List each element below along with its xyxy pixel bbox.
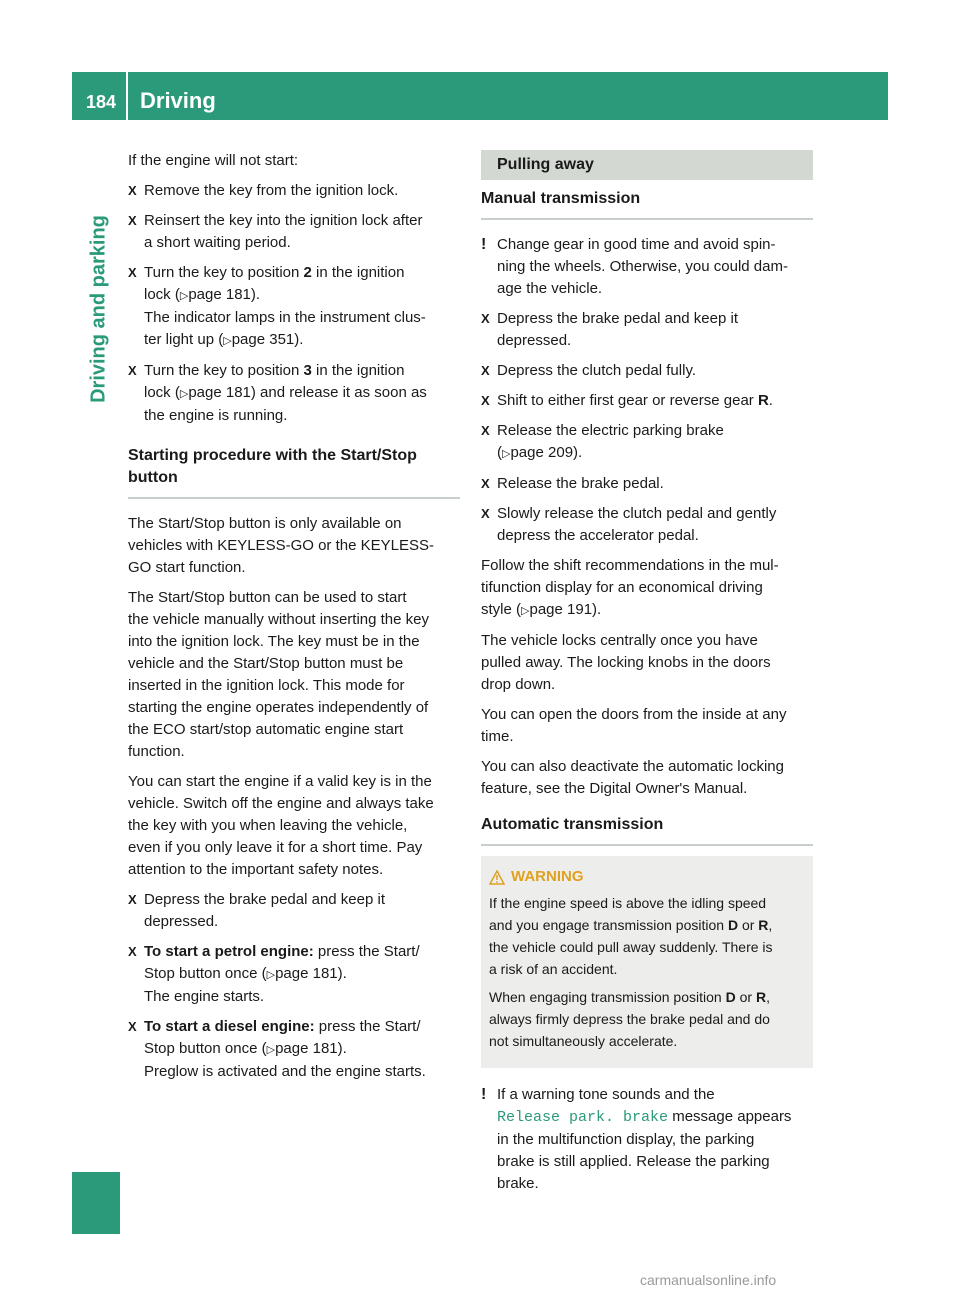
intro-text: If the engine will not start:: [128, 152, 299, 169]
step-depress-clutch: [481, 360, 813, 382]
step-text: Turn the key to position: [144, 264, 304, 281]
step-marker-icon: X: [128, 1019, 137, 1034]
step-text: depressed.: [497, 332, 572, 349]
para-line: the ECO start/stop automatic engine start: [128, 721, 404, 738]
para-line: You can also deactivate the automatic locking: [481, 758, 784, 775]
notice-text: brake is still applied. Release the parking: [497, 1153, 770, 1170]
step-marker-icon: X: [481, 393, 490, 408]
warning-text: a risk of an accident.: [489, 961, 618, 977]
step-text: (: [497, 444, 502, 461]
step-text: .: [768, 392, 773, 409]
page-ref-link[interactable]: page 181) and release it as soon as: [188, 384, 427, 401]
para-line: You can start the engine if a valid key is in the: [128, 773, 432, 790]
side-tab: [84, 124, 114, 494]
step-text: Depress the brake pedal and keep it: [497, 310, 738, 327]
step-release-clutch: [481, 503, 813, 547]
right-column: [481, 150, 813, 1203]
step-diesel-engine: [128, 1016, 460, 1083]
page-ref-link[interactable]: page 181).: [275, 965, 347, 982]
para-line: vehicle. Switch off the engine and always take: [128, 795, 434, 812]
heading-automatic-transmission: Automatic transmission: [481, 814, 813, 846]
display-message: Release park. brake: [497, 1109, 669, 1126]
step-text: depressed.: [144, 913, 219, 930]
warning-text: not simultaneously accelerate.: [489, 1033, 678, 1049]
step-text: Turn the key to position: [144, 362, 304, 379]
header-divider: [126, 72, 128, 120]
step-text: the engine is running.: [144, 407, 288, 424]
warning-text: ,: [766, 989, 770, 1005]
para-line: The Start/Stop button can be used to start: [128, 589, 407, 606]
page-ref-link[interactable]: page 181).: [275, 1040, 347, 1057]
section-band-pulling-away: Pulling away: [481, 150, 813, 180]
step-text: in the ignition: [311, 264, 405, 281]
step-depress-brake-manual: [481, 308, 813, 352]
gear-letter: R: [755, 989, 767, 1005]
warning-text: always firmly depress the brake pedal and do: [489, 1011, 770, 1027]
para-line: drop down.: [481, 676, 556, 693]
page-ref-link[interactable]: page 209).: [510, 444, 583, 461]
step-text: Preglow is activated and the engine starts.: [144, 1063, 426, 1080]
gear-letter: D: [725, 989, 736, 1005]
step-text: press the Start/: [313, 943, 420, 960]
warning-paragraph-1: [489, 892, 805, 980]
step-text: Shift to either first gear or reverse gear: [497, 392, 758, 409]
notice-text: ning the wheels. Otherwise, you could dam-: [497, 258, 788, 275]
step-text: Stop button once (: [144, 965, 267, 982]
step-text: in the ignition: [311, 362, 405, 379]
step-text: Depress the clutch pedal fully.: [497, 362, 696, 379]
notice-text: Change gear in good time and avoid spin-: [497, 236, 776, 253]
step-marker-icon: X: [481, 311, 490, 326]
para-line: The vehicle locks centrally once you have: [481, 632, 758, 649]
step-release-parking-brake: [481, 420, 813, 465]
warning-triangle-icon: [489, 870, 505, 885]
page-ref-icon: ▷: [179, 388, 189, 400]
step-text: press the Start/: [314, 1018, 421, 1035]
para-line: the vehicle manually without inserting the key: [128, 611, 429, 628]
step-marker-icon: X: [481, 476, 490, 491]
paragraph-central-locking: [481, 630, 813, 696]
warning-title: [489, 866, 805, 888]
para-line: even if you only leave it for a short time. Pay: [128, 839, 423, 856]
warning-text: or: [735, 989, 756, 1005]
warning-label: WARNING: [511, 868, 584, 885]
para-line: Follow the shift recommendations in the mul-: [481, 557, 779, 574]
gear-letter: D: [727, 917, 739, 933]
page-number: 184: [86, 92, 117, 112]
exclamation-icon: !: [481, 236, 487, 253]
page-ref-link[interactable]: page 351).: [231, 331, 304, 348]
step-shift-gear: [481, 390, 813, 412]
step-marker-icon: X: [481, 506, 490, 521]
para-line: The Start/Stop button is only available on: [128, 515, 402, 532]
para-line: function.: [128, 743, 185, 760]
paragraph-valid-key: [128, 771, 460, 881]
step-marker-icon: X: [481, 363, 490, 378]
step-text: Slowly release the clutch pedal and gently: [497, 505, 777, 522]
step-text: Release the electric parking brake: [497, 422, 724, 439]
page-ref-icon: ▷: [179, 290, 189, 302]
warning-text: and you engage transmission position: [489, 917, 728, 933]
position-number: 3: [303, 362, 312, 379]
step-text: lock (: [144, 384, 180, 401]
notice-warning-tone: [481, 1084, 813, 1195]
step-text: Stop button once (: [144, 1040, 267, 1057]
notice-change-gear: [481, 234, 813, 300]
para-line: tifunction display for an economical driving: [481, 579, 763, 596]
paragraph-availability: [128, 513, 460, 579]
para-line: attention to the important safety notes.: [128, 861, 384, 878]
notice-text: age the vehicle.: [497, 280, 603, 297]
step-text: ter light up (: [144, 331, 224, 348]
step-marker-icon: X: [128, 265, 137, 280]
para-line: pulled away. The locking knobs in the doors: [481, 654, 771, 671]
step-text: The indicator lamps in the instrument clus-: [144, 309, 426, 326]
warning-box: [481, 856, 813, 1068]
para-line: GO start function.: [128, 559, 246, 576]
step-text: depress the accelerator pedal.: [497, 527, 699, 544]
step-remove-key: [128, 180, 460, 202]
watermark: carmanualsonline.info: [640, 1272, 777, 1288]
warning-paragraph-2: [489, 986, 805, 1052]
side-tab-label: Driving and parking: [87, 215, 110, 403]
warning-text: If the engine speed is above the idling speed: [489, 895, 767, 911]
step-reinsert-key: [128, 210, 460, 254]
page-ref-icon: ▷: [266, 1044, 276, 1056]
page-ref-link[interactable]: page 181).: [188, 286, 261, 303]
paragraph-deactivate-locking: [481, 756, 813, 800]
step-text: Remove the key from the ignition lock.: [144, 182, 399, 199]
paragraph-open-doors: [481, 704, 813, 748]
step-text: Reinsert the key into the ignition lock after: [144, 212, 423, 229]
warning-text: When engaging transmission position: [489, 989, 726, 1005]
para-line: the key with you when leaving the vehicle,: [128, 817, 408, 834]
step-position-3: [128, 360, 460, 427]
step-release-brake-pedal: [481, 473, 813, 495]
step-depress-brake: [128, 889, 460, 933]
page-ref-icon: ▷: [223, 335, 232, 347]
heading-manual-transmission: Manual transmission: [481, 188, 813, 220]
step-text: a short waiting period.: [144, 234, 291, 251]
exclamation-icon: !: [481, 1086, 487, 1103]
page-ref-icon: ▷: [266, 969, 276, 981]
gear-letter: R: [758, 917, 769, 933]
step-petrol-engine: [128, 941, 460, 1008]
step-marker-icon: X: [128, 944, 137, 959]
page-ref-icon: ▷: [502, 448, 511, 460]
step-text: Release the brake pedal.: [497, 475, 664, 492]
warning-text: or: [738, 917, 759, 933]
para-line: into the ignition lock. The key must be in the: [128, 633, 420, 650]
para-line: vehicle and the Start/Stop button must be: [128, 655, 404, 672]
para-line: starting the engine operates independently of: [128, 699, 429, 716]
step-marker-icon: X: [128, 363, 137, 378]
left-column: [128, 150, 460, 1091]
step-marker-icon: X: [128, 892, 137, 907]
para-line: feature, see the Digital Owner's Manual.: [481, 780, 748, 797]
section-title: Driving: [140, 88, 216, 113]
step-marker-icon: X: [481, 423, 490, 438]
notice-text: in the multifunction display, the parking: [497, 1131, 755, 1148]
gear-letter: R: [757, 392, 769, 409]
notice-text: message appears: [668, 1108, 792, 1125]
paragraph-manual-start: [128, 587, 460, 763]
step-position-2: [128, 262, 460, 352]
step-text: lock (: [144, 286, 180, 303]
step-marker-icon: X: [128, 213, 137, 228]
step-text: Depress the brake pedal and keep it: [144, 891, 385, 908]
para-line: time.: [481, 728, 514, 745]
warning-text: ,: [768, 917, 773, 933]
step-label: To start a diesel engine:: [144, 1018, 315, 1035]
paragraph-shift-recommendations: [481, 555, 813, 622]
para-line: inserted in the ignition lock. This mode for: [128, 677, 405, 694]
para-line: vehicles with KEYLESS-GO or the KEYLESS-: [128, 537, 434, 554]
side-tab-block: [72, 1172, 120, 1234]
page-ref-icon: ▷: [521, 605, 530, 617]
step-text: The engine starts.: [144, 988, 265, 1005]
step-marker-icon: X: [128, 183, 137, 198]
para-line: style (: [481, 601, 522, 618]
para-line: You can open the doors from the inside at any: [481, 706, 787, 723]
step-label: To start a petrol engine:: [144, 943, 314, 960]
page-ref-link[interactable]: page 191).: [529, 601, 602, 618]
notice-text: brake.: [497, 1175, 539, 1192]
heading-start-stop: Starting procedure with the Start/Stop button: [128, 445, 460, 499]
notice-text: If a warning tone sounds and the: [497, 1086, 715, 1103]
position-number: 2: [303, 264, 312, 281]
warning-text: the vehicle could pull away suddenly. There is: [489, 939, 773, 955]
